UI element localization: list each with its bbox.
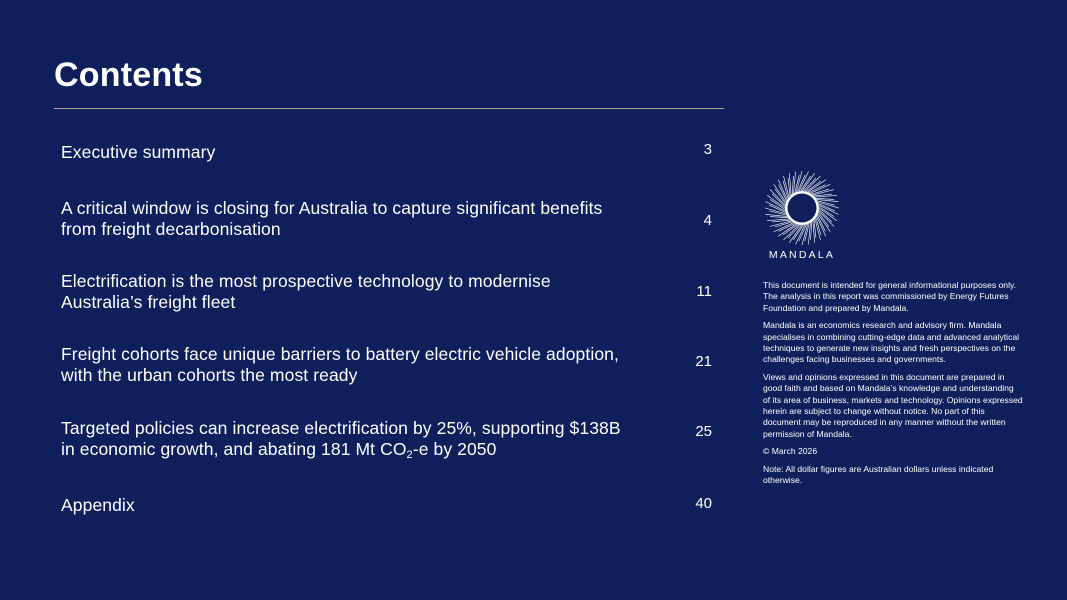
toc-item-page-number: 3 xyxy=(703,141,712,158)
toc-item-label: Executive summary xyxy=(61,142,216,162)
toc-item-label: Electrification is the most prospective technology to modernise Australia’s freight fleet xyxy=(61,271,551,312)
mandala-logo xyxy=(764,170,840,260)
page-title: Contents xyxy=(54,56,203,94)
title-divider xyxy=(54,108,724,109)
about-text: Mandala is an economics research and advisory firm. Mandala specialises in combining cutting-edge data and advanced analytical techniques to generate new insights and fresh perspectives on the challenges facing businesses and governments. xyxy=(763,320,1020,365)
toc-item-page-number: 40 xyxy=(695,495,712,512)
toc-item-page-number: 21 xyxy=(695,353,712,370)
toc-item-label-subscript: 2 xyxy=(406,449,413,461)
disclaimer-text: This document is intended for general informational purposes only. The analysis in this report was commissioned by Energy Futures Foundation and prepared by Mandala. xyxy=(763,280,1017,313)
toc-item-label-suffix: -e by 2050 xyxy=(412,439,497,459)
disclaimer-panel xyxy=(763,280,1023,493)
toc-item-page-number: 25 xyxy=(695,423,712,440)
toc-item-page-number: 4 xyxy=(703,212,712,229)
logo-wordmark: MANDALA xyxy=(768,249,836,261)
toc-item-label-text: Targeted policies can increase electrification by 25%, supporting $138B in economic growth, and abating 181 Mt CO xyxy=(61,418,621,459)
toc-item-label: Appendix xyxy=(61,495,135,515)
copyright-text: © March 2026 xyxy=(763,446,818,457)
toc-item-label xyxy=(61,418,621,460)
note-text: Note: All dollar figures are Australian dollars unless indicated otherwise. xyxy=(763,464,994,486)
views-text: Views and opinions expressed in this document are prepared in good faith and based on Mandala’s knowledge and understanding of its area of business, markets and technology. Opinions expressed herein are subject to change without notice. No part of this document may be reproduced in any manner without the written permission of Mandala. xyxy=(763,372,1023,439)
mandala-sunburst-icon xyxy=(764,170,840,246)
toc-item-label: Freight cohorts face unique barriers to battery electric vehicle adoption, with the urban cohorts the most ready xyxy=(61,344,619,385)
toc-item-label: A critical window is closing for Australia to capture significant benefits from freight decarbonisation xyxy=(61,198,603,239)
toc-item-page-number: 11 xyxy=(696,283,712,300)
